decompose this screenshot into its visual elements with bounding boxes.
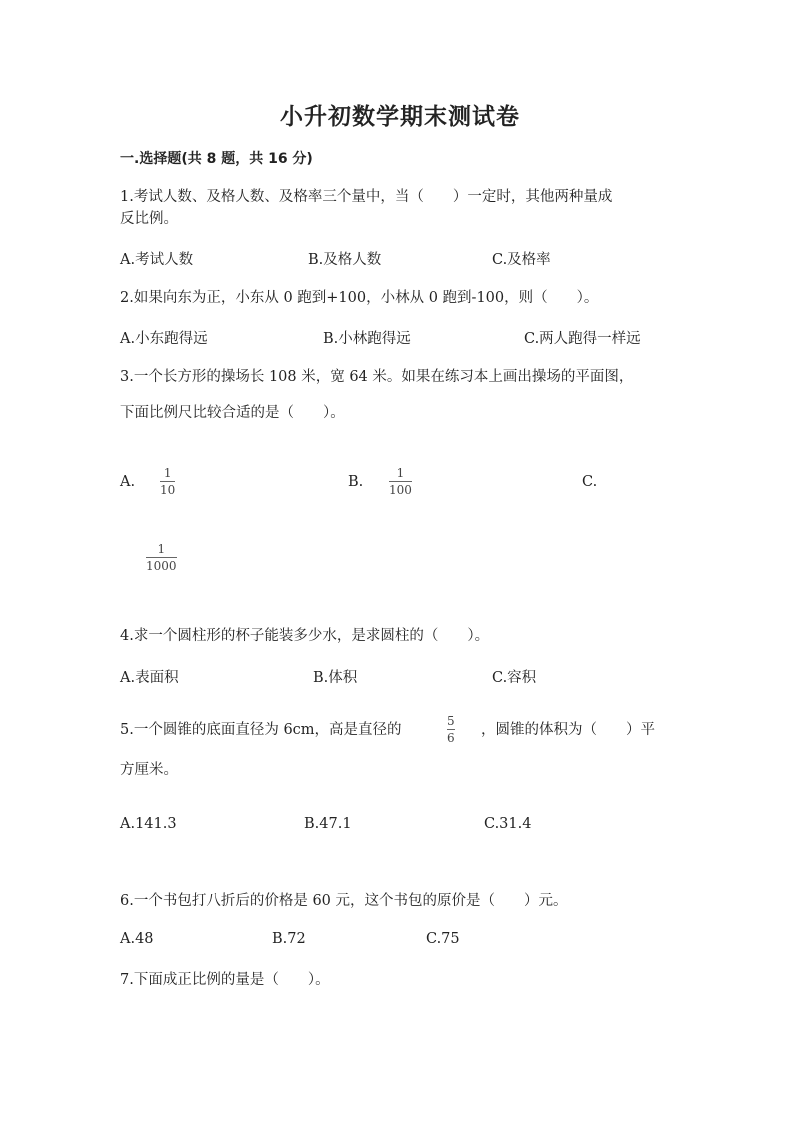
fraction-bar <box>146 557 177 558</box>
fraction-denominator: 1000 <box>146 559 177 573</box>
question-5-option-a: A.141.3 <box>120 816 177 832</box>
question-6-option-c: C.75 <box>426 931 460 947</box>
question-1-option-c: C.及格率 <box>492 252 551 268</box>
question-1-option-a: A.考试人数 <box>120 252 194 268</box>
question-5-line-2: 方厘米。 <box>120 762 178 778</box>
question-6-option-a: A.48 <box>120 931 154 947</box>
fraction-denominator: 10 <box>160 483 176 497</box>
question-1-line-2: 反比例。 <box>120 211 178 227</box>
section-heading: 一.选择题(共 8 题，共 16 分) <box>120 151 313 167</box>
question-4-line-1: 4.求一个圆柱形的杯子能装多少水，是求圆柱的（ ）。 <box>120 628 490 644</box>
fraction-numerator: 1 <box>157 542 166 556</box>
fraction-bar <box>447 729 455 730</box>
fraction-numerator: 1 <box>396 466 405 480</box>
question-4-option-b: B.体积 <box>313 670 358 686</box>
fraction-numerator: 1 <box>163 466 172 480</box>
question-3-line-2: 下面比例尺比较合适的是（ ）。 <box>120 405 345 421</box>
fraction-one-hundredth <box>389 466 412 497</box>
question-1-option-b: B.及格人数 <box>308 252 382 268</box>
fraction-denominator: 6 <box>447 731 455 745</box>
question-3-line-1: 3.一个长方形的操场长 108 米，宽 64 米。如果在练习本上画出操场的平面图， <box>120 369 634 385</box>
page-title: 小升初数学期末测试卷 <box>280 104 520 130</box>
question-7-line-1: 7.下面成正比例的量是（ ）。 <box>120 972 330 988</box>
question-4-option-c: C.容积 <box>492 670 537 686</box>
fraction-one-thousandth <box>146 542 177 573</box>
question-2-line-1: 2.如果向东为正，小东从 0 跑到+100，小林从 0 跑到-100，则（ ）。 <box>120 290 599 306</box>
question-5-part-1: 5.一个圆锥的底面直径为 6cm，高是直径的 <box>120 722 402 738</box>
question-6-line-1: 6.一个书包打八折后的价格是 60 元，这个书包的原价是（ ）元。 <box>120 893 568 909</box>
fraction-one-tenth <box>160 466 175 497</box>
fraction-denominator: 100 <box>389 483 412 497</box>
question-6-option-b: B.72 <box>272 931 306 947</box>
fraction-bar <box>389 481 412 482</box>
question-3-option-b: B. <box>348 474 364 490</box>
question-2-option-a: A.小东跑得远 <box>120 331 208 347</box>
question-5-part-2: ，圆锥的体积为（ ）平 <box>481 722 655 738</box>
question-3-option-a: A. <box>120 474 136 490</box>
fraction-bar <box>160 481 175 482</box>
question-3-option-c: C. <box>582 474 598 490</box>
fraction-numerator: 5 <box>447 714 455 728</box>
fraction-five-sixths <box>447 714 455 745</box>
question-5-option-c: C.31.4 <box>484 816 532 832</box>
question-2-option-c: C.两人跑得一样远 <box>524 331 641 347</box>
question-5-option-b: B.47.1 <box>304 816 352 832</box>
question-1-line-1: 1.考试人数、及格人数、及格率三个量中，当（ ）一定时，其他两种量成 <box>120 189 613 205</box>
question-4-option-a: A.表面积 <box>120 670 179 686</box>
question-2-option-b: B.小林跑得远 <box>323 331 411 347</box>
